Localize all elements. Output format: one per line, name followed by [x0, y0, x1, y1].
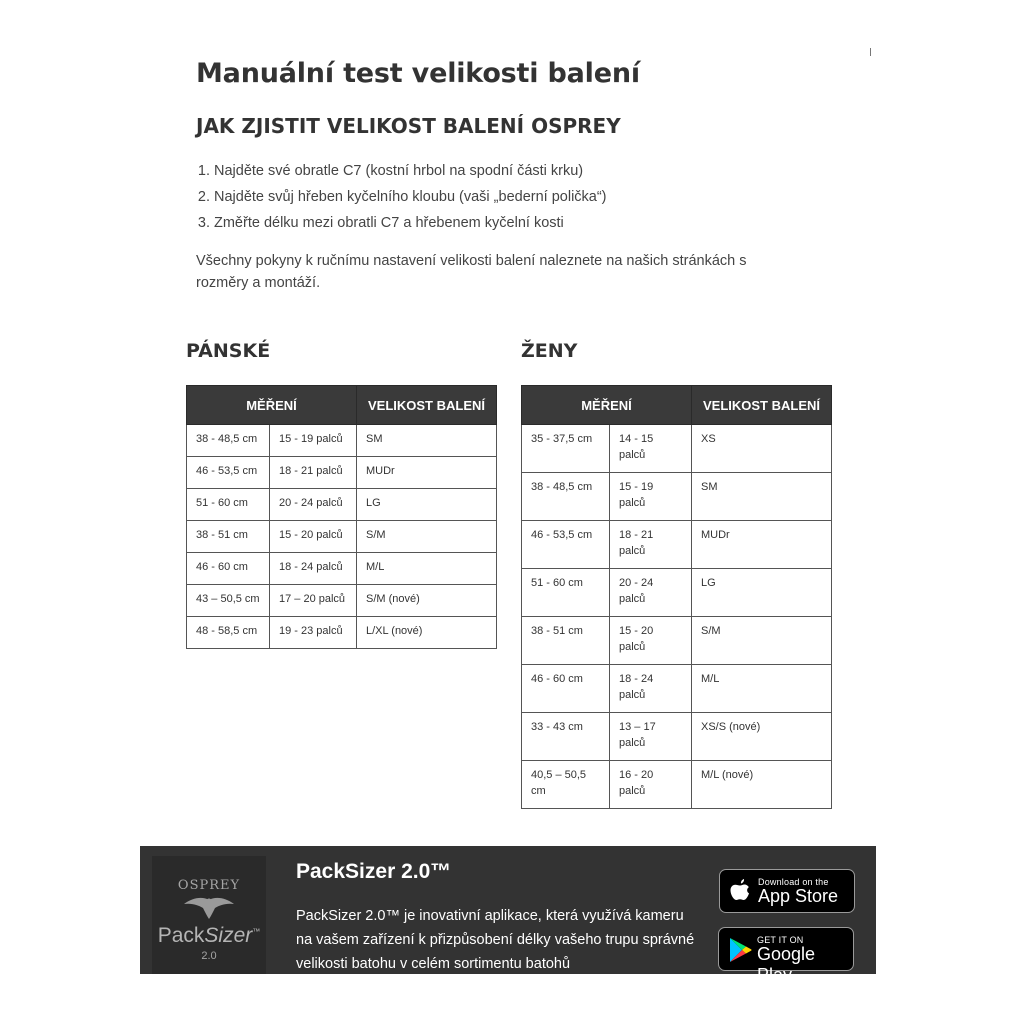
women-table-row	[522, 521, 832, 569]
google-play-label: Google Play	[757, 944, 816, 985]
men-measure-inches-cell: 15 - 20 palců	[270, 521, 357, 553]
men-table-row	[187, 585, 497, 617]
step-item: 2. Najděte svůj hřeben kyčelního kloubu (vaši „bederní polička“)	[214, 186, 607, 212]
men-table-row	[187, 553, 497, 585]
apple-icon	[729, 879, 751, 903]
women-measure-inches-cell: 18 - 24 palců	[610, 665, 692, 713]
osprey-bird-icon	[182, 894, 236, 920]
women-pack-size-cell: SM	[692, 473, 832, 521]
women-measure-header: MĚŘENÍ	[522, 386, 692, 425]
women-pack-size-cell: XS	[692, 425, 832, 473]
women-pack-size-cell: M/L	[692, 665, 832, 713]
men-pack-size-cell: MUDr	[357, 457, 497, 489]
men-section-title: PÁNSKÉ	[186, 340, 271, 362]
men-measure-cm-cell: 46 - 53,5 cm	[187, 457, 270, 489]
men-table-row	[187, 489, 497, 521]
packsizer-version: 2.0	[201, 950, 217, 962]
women-table-row	[522, 617, 832, 665]
women-pack-size-cell: S/M	[692, 617, 832, 665]
men-measure-inches-cell: 17 – 20 palců	[270, 585, 357, 617]
men-measure-cm-cell: 38 - 51 cm	[187, 521, 270, 553]
app-store-button[interactable]	[719, 869, 855, 913]
men-measure-cm-cell: 51 - 60 cm	[187, 489, 270, 521]
men-measure-cm-cell: 46 - 60 cm	[187, 553, 270, 585]
women-measure-cm-cell: 51 - 60 cm	[522, 569, 610, 617]
women-table-row	[522, 569, 832, 617]
women-measure-inches-cell: 13 – 17 palců	[610, 713, 692, 761]
men-table-row	[187, 425, 497, 457]
women-measure-inches-cell: 18 - 21 palců	[610, 521, 692, 569]
page-subtitle: JAK ZJISTIT VELIKOST BALENÍ OSPREY	[196, 114, 621, 138]
packsizer-wordmark: PackSizer™	[157, 924, 261, 947]
packsizer-banner	[140, 846, 876, 985]
women-table-row	[522, 665, 832, 713]
women-measure-cm-cell: 33 - 43 cm	[522, 713, 610, 761]
steps-list	[196, 160, 607, 238]
men-pack-size-cell: M/L	[357, 553, 497, 585]
women-measure-cm-cell: 46 - 53,5 cm	[522, 521, 610, 569]
men-size-header: VELIKOST BALENÍ	[357, 386, 497, 425]
men-measure-inches-cell: 18 - 24 palců	[270, 553, 357, 585]
women-size-table	[521, 385, 832, 809]
women-pack-size-cell: MUDr	[692, 521, 832, 569]
corner-tick	[870, 48, 871, 56]
women-measure-inches-cell: 15 - 19 palců	[610, 473, 692, 521]
osprey-wordmark: OSPREY	[177, 878, 241, 893]
step-item: 1. Najděte své obratle C7 (kostní hrbol na spodní části krku)	[214, 160, 607, 186]
banner-title: PackSizer 2.0™	[296, 860, 452, 883]
men-measure-inches-cell: 18 - 21 palců	[270, 457, 357, 489]
women-table-row	[522, 761, 832, 809]
men-measure-cm-cell: 38 - 48,5 cm	[187, 425, 270, 457]
women-table-row	[522, 713, 832, 761]
women-measure-inches-cell: 20 - 24 palců	[610, 569, 692, 617]
app-store-small-label: Download on the	[758, 877, 829, 887]
women-measure-cm-cell: 35 - 37,5 cm	[522, 425, 610, 473]
men-table-row	[187, 521, 497, 553]
women-measure-cm-cell: 46 - 60 cm	[522, 665, 610, 713]
google-play-icon	[728, 937, 752, 963]
step-item: 3. Změřte délku mezi obratli C7 a hřebenem kyčelní kosti	[214, 212, 607, 238]
men-pack-size-cell: S/M	[357, 521, 497, 553]
men-pack-size-cell: LG	[357, 489, 497, 521]
men-measure-header: MĚŘENÍ	[187, 386, 357, 425]
men-measure-inches-cell: 19 - 23 palců	[270, 617, 357, 649]
men-pack-size-cell: L/XL (nové)	[357, 617, 497, 649]
men-measure-cm-cell: 48 - 58,5 cm	[187, 617, 270, 649]
women-measure-cm-cell: 40,5 – 50,5 cm	[522, 761, 610, 809]
banner-description: PackSizer 2.0™ je inovativní aplikace, která využívá kameru na vašem zařízení k přizpůsobení délky vašeho trupu správné velikosti batohu v celém sortimentu batohů	[296, 908, 695, 972]
google-play-button[interactable]	[718, 927, 854, 985]
page-title: Manuální test velikosti balení	[196, 58, 640, 89]
women-measure-inches-cell: 16 - 20 palců	[610, 761, 692, 809]
women-table-row	[522, 425, 832, 473]
men-table-row	[187, 617, 497, 649]
women-section-title: ŽENY	[521, 340, 578, 362]
app-store-label: App Store	[758, 886, 839, 906]
men-table-row	[187, 457, 497, 489]
men-measure-cm-cell: 43 – 50,5 cm	[187, 585, 270, 617]
instructions-note: Všechny pokyny k ručnímu nastavení velikosti balení naleznete na našich stránkách s rozměry a montáží.	[196, 253, 747, 291]
men-size-table	[186, 385, 497, 649]
women-pack-size-cell: XS/S (nové)	[692, 713, 832, 761]
men-measure-inches-cell: 15 - 19 palců	[270, 425, 357, 457]
women-measure-cm-cell: 38 - 51 cm	[522, 617, 610, 665]
women-pack-size-cell: M/L (nové)	[692, 761, 832, 809]
packsizer-logo	[152, 856, 266, 974]
women-size-header: VELIKOST BALENÍ	[692, 386, 832, 425]
men-pack-size-cell: S/M (nové)	[357, 585, 497, 617]
women-measure-inches-cell: 15 - 20 palců	[610, 617, 692, 665]
men-pack-size-cell: SM	[357, 425, 497, 457]
women-pack-size-cell: LG	[692, 569, 832, 617]
women-measure-cm-cell: 38 - 48,5 cm	[522, 473, 610, 521]
women-table-row	[522, 473, 832, 521]
women-measure-inches-cell: 14 - 15 palců	[610, 425, 692, 473]
google-play-small-label: GET IT ON	[757, 935, 804, 945]
men-measure-inches-cell: 20 - 24 palců	[270, 489, 357, 521]
